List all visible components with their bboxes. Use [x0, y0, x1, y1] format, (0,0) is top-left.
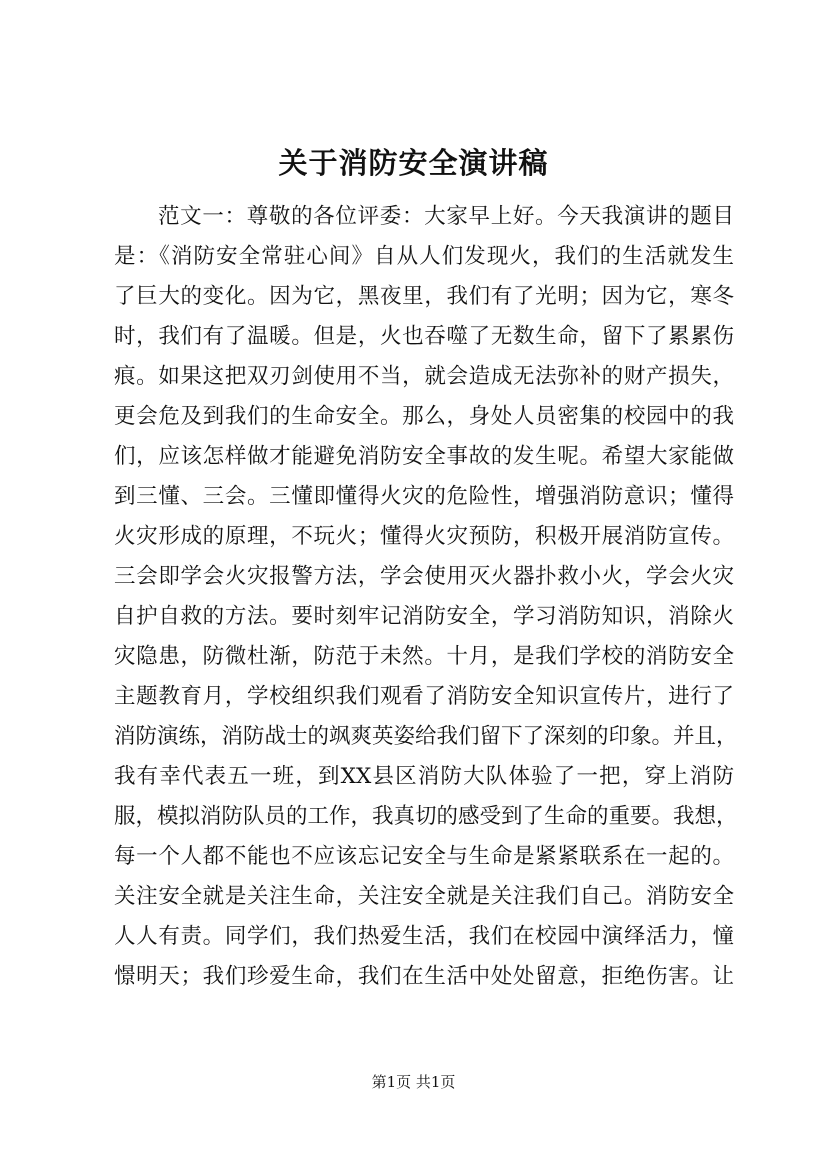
body-line: 关注安全就是关注生命，关注安全就是关注我们自己。消防安全 — [114, 884, 734, 909]
page-footer: 第1页 共1页 — [371, 1073, 456, 1091]
document-body — [114, 197, 738, 997]
body-line: 更会危及到我们的生命安全。那么，身处人员密集的校园中的我 — [114, 404, 734, 429]
body-line: 范文一：尊敬的各位评委：大家早上好。今天我演讲的题目 — [158, 204, 734, 229]
body-line: 服，模拟消防队员的工作，我真切的感受到了生命的重要。我想， — [114, 804, 738, 829]
body-line: 是：《消防安全常驻心间》自从人们发现火，我们的生活就发生 — [114, 244, 734, 269]
body-line: 了巨大的变化。因为它，黑夜里，我们有了光明；因为它，寒冬 — [114, 284, 734, 309]
body-line: 到三懂、三会。三懂即懂得火灾的危险性，增强消防意识；懂得 — [114, 484, 734, 509]
body-line: 三会即学会火灾报警方法，学会使用灭火器扑救小火，学会火灾 — [114, 564, 734, 589]
body-line: 们，应该怎样做才能避免消防安全事故的发生呢。希望大家能做 — [114, 444, 734, 469]
body-line: 我有幸代表五一班，到XX县区消防大队体验了一把，穿上消防 — [114, 764, 734, 789]
body-line: 自护自救的方法。要时刻牢记消防安全，学习消防知识，消除火 — [114, 604, 734, 629]
body-line: 时，我们有了温暖。但是，火也吞噬了无数生命，留下了累累伤 — [114, 324, 734, 349]
body-line: 火灾形成的原理，不玩火；懂得火灾预防，积极开展消防宣传。 — [114, 524, 734, 549]
document-title: 关于消防安全演讲稿 — [278, 146, 549, 180]
body-line: 灾隐患，防微杜渐，防范于未然。十月，是我们学校的消防安全 — [114, 644, 734, 669]
body-line: 主题教育月，学校组织我们观看了消防安全知识宣传片，进行了 — [114, 684, 734, 709]
body-line: 人人有责。同学们，我们热爱生活，我们在校园中演绎活力，憧 — [114, 924, 734, 949]
body-line: 每一个人都不能也不应该忘记安全与生命是紧紧联系在一起的。 — [114, 844, 734, 869]
body-line: 痕。如果这把双刃剑使用不当，就会造成无法弥补的财产损失， — [114, 364, 734, 389]
body-line: 消防演练，消防战士的飒爽英姿给我们留下了深刻的印象。并且， — [114, 724, 738, 749]
body-line: 憬明天；我们珍爱生命，我们在生活中处处留意，拒绝伤害。让 — [114, 964, 734, 989]
